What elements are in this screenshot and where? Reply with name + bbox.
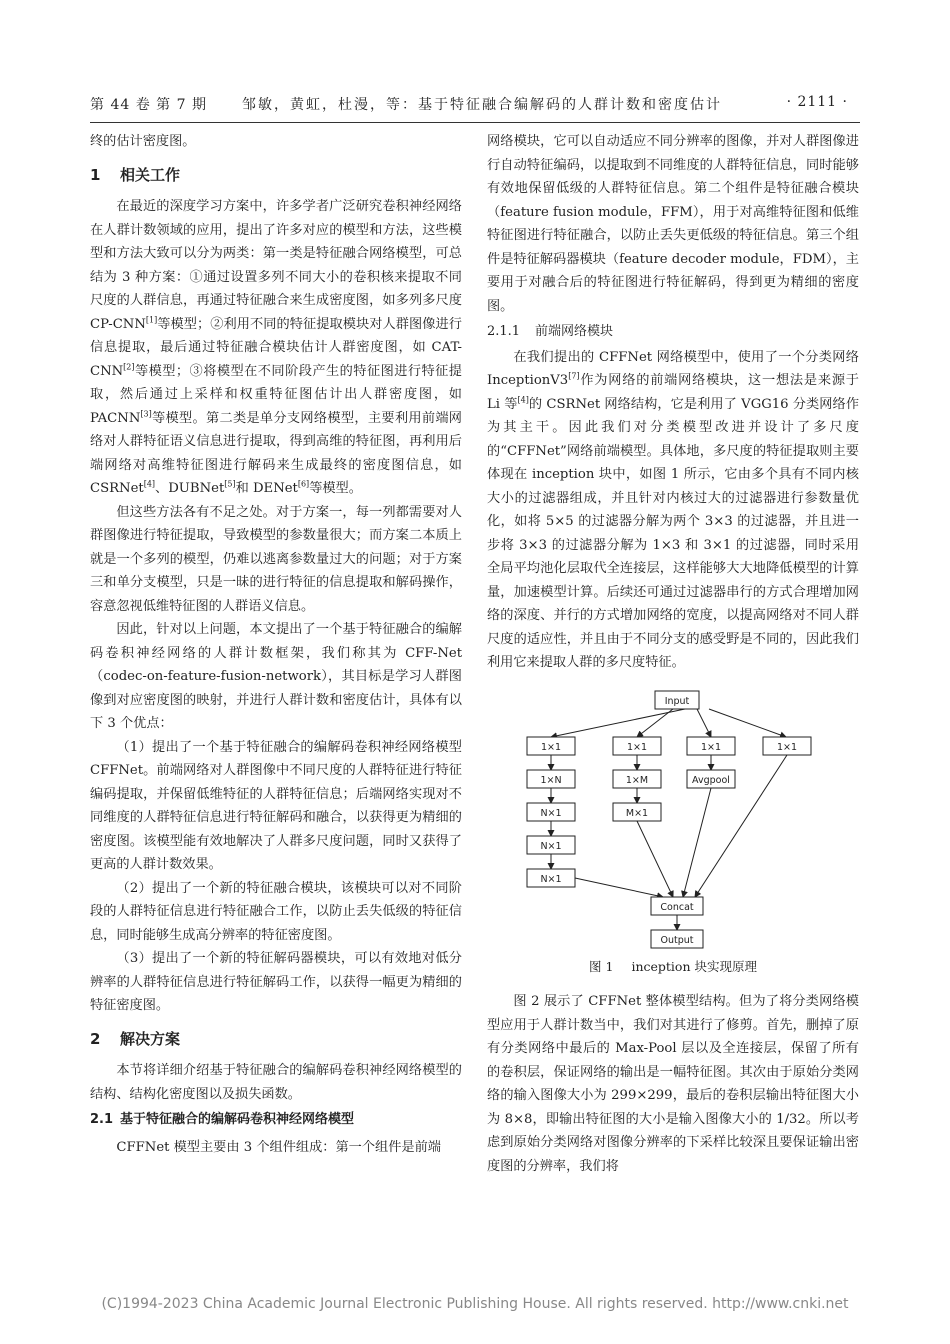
paragraph: CFFNet 模型主要由 3 个组件组成：第一个组件是前端 bbox=[116, 1139, 441, 1155]
branch4-label: 1×1 bbox=[776, 741, 798, 753]
paragraph: 图 2 展示了 CFFNet 整体模型结构。但为了将分类网络模型应用于人群计数当中，我们对其进行了修剪。首先，删掉了原有分类网络中最后的 Max-Pool 层以及全连接层，保留了所有的卷积层，保证网络的输出是一幅特征图。其次由于原始分类网络的输入图像大小为 299×299，最后的卷积层输出特征图大小为 8×8，即输出特征图的大小是输入图像大小的 1/32。所以考虑到原始分类网络对图像分辨率的下采样比较深且要保证输出密度图的分辨率，我们将 bbox=[487, 994, 859, 1174]
figure-caption bbox=[487, 955, 859, 979]
copyright-footer: (C)1994-2023 China Academic Journal Electronic Publishing House. All rights reserved. http://www.cnki.net bbox=[101, 1296, 849, 1312]
section-title: 解决方案 bbox=[120, 1029, 181, 1048]
citation-link[interactable]: [5] bbox=[224, 479, 236, 489]
concat-label: Concat bbox=[660, 901, 694, 913]
citation-link[interactable]: [6] bbox=[297, 479, 310, 489]
output-label: Output bbox=[660, 934, 694, 946]
citation-link[interactable]: [3] bbox=[140, 409, 152, 419]
section-heading-2 bbox=[90, 1028, 462, 1052]
input-label: Input bbox=[664, 695, 690, 707]
figure-number: 图 1 bbox=[589, 958, 614, 974]
contribution-item: （3）提出了一个新的特征解码器模块，可以有效地对低分辨率的人群特征信息进行特征解码工作，以获得一幅更为精细的特征密度图。 bbox=[90, 951, 462, 1013]
figure-caption-text: inception 块实现原理 bbox=[631, 958, 757, 974]
branch1-label: N×1 bbox=[540, 807, 562, 819]
paragraph: 但这些方法各有不足之处。对于方案一，每一列都需要对人群图像进行特征提取，导致模型的参数量很大；而方案二本质上就是一个多列的模型，仍难以逃离参数量过大的问题；对于方案三和单分支模型，只是一昧的进行特征的信息提取和解码操作，容意忽视低维特征图的人群语义信息。 bbox=[90, 504, 462, 614]
section-number: 2.1 bbox=[90, 1112, 114, 1127]
paragraph: 网络模块，它可以自动适应不同分辨率的图像，并对人群图像进行自动特征编码，以提取到不同维度的人群特征信息，同时能够有效地保留低级的人群特征信息。第二个组件是特征融合模块（feature fusion module，FFM），用于对高维特征图和低维特征图进行特征融合，以防止丢失更低级的特征信息。第三个组件是特征解码器模块（feature decoder module，FDM），主要用于对融合后的特征图进行特征解码，得到更为精细的密度图。 bbox=[487, 134, 859, 314]
running-title: 邹敏，黄虹，杜漫，等：基于特征融合编解码的人群计数和密度估计 bbox=[242, 97, 722, 113]
running-header bbox=[90, 92, 860, 118]
page-number: · 2111 · bbox=[786, 94, 848, 110]
branch3-label: 1×1 bbox=[700, 741, 722, 753]
subsubsection-heading-2-1-1 bbox=[487, 320, 859, 344]
section-title: 相关工作 bbox=[120, 165, 181, 184]
paragraph: 在我们提出的 CFFNet 网络模型中，使用了一个分类网络 InceptionV3[7]作为网络的前端网络模块，这一想法是来源于 Li 等[4]的 CSRNet 网络结构，它是利用了 VGG16 分类网络作为其主干。因此我们对分类模型改进并设计了多尺度的“CFFNet”网络前端模型。具体地，多尺度的特征提取则主要体现在 inception 块中，如图 1 所示，它由多个具有不同内核大小的过滤器组成，并且针对内核过大的过滤器进行参数量优化，如将 5×5 的过滤器分解为两个 3×3 的过滤器，并且进一步将 3×3 的过滤器分解为 1×3 和 3×1 的过滤器，同时采用全局平均池化层取代全连接层，这样能够大大地降低模型的计算量，加速模型计算。后续还可通过过滤器串行的方式合理增加网络的深度、并行的方式增加网络的宽度，以提高网络对不同人群尺度的适应性，并且由于不同分支的感受野是不同的，因此我们利用它来提取人群的多尺度特征。 bbox=[487, 349, 860, 670]
branch2-label: M×1 bbox=[625, 807, 649, 819]
contribution-item: （1）提出了一个基于特征融合的编解码卷积神经网络模型 CFFNet。前端网络对人群图像中不同尺度的人群特征进行特征编码提取，并保留低维特征的人群特征信息；后端网络实现对不同维度的人群特征信息进行特征解码和融合，以获得更为精细的密度图。该模型能有效地解决了人群多尺度问题，同时又获得了更高的人群计数效果。 bbox=[90, 739, 462, 872]
branch1-label: N×1 bbox=[540, 873, 562, 885]
section-number: 1 bbox=[90, 165, 101, 184]
section-number: 2 bbox=[90, 1029, 101, 1048]
citation-link[interactable]: [4] bbox=[143, 479, 156, 489]
section-number: 2.1.1 bbox=[487, 324, 521, 339]
branch3-label: Avgpool bbox=[692, 774, 730, 786]
section-heading-1 bbox=[90, 164, 462, 188]
paragraph: 终的估计密度图。 bbox=[90, 134, 196, 149]
paragraph: 本节将详细介绍基于特征融合的编解码卷积神经网络模型的结构、结构化密度图以及损失函数。 bbox=[90, 1063, 462, 1102]
branch1-label: N×1 bbox=[540, 840, 562, 852]
section-title: 基于特征融合的编解码卷积神经网络模型 bbox=[120, 1112, 355, 1127]
branch1-label: 1×N bbox=[540, 774, 562, 786]
paragraph: 在最近的深度学习方案中，许多学者广泛研究卷积神经网络在人群计数领域的应用，提出了许多对应的模型和方法，这些模型和方法大致可以分为两类：第一类是特征融合网络模型，可总结为 3 种方案：①通过设置多列不同大小的卷积核来提取不同尺度的人群信息，再通过特征融合来生成密度图，如多列多尺度 CP-CNN[1]等模型；②利用不同的特征提取模块对人群图像进行信息提取，最后通过特征融合模块估计人群密度图，如 CAT-CNN[2]等模型；③将模型在不同阶段产生的特征图进行特征提取，然后通过上采样和权重特征图估计出人群密度图，如 PACNN[3]等模型。第二类是单分支网络模型，主要利用前端网络对人群特征语义信息进行提取，得到高维的特征图，再利用后端网络对高维特征图进行解码来生成最终的密度图信息，如 CSRNet[4]、DUBNet[5]和 DENet[6]等模型。 bbox=[90, 199, 462, 496]
branch2-label: 1×1 bbox=[626, 741, 648, 753]
citation-link[interactable]: [1] bbox=[145, 315, 158, 325]
left-column bbox=[90, 130, 462, 1159]
citation-link[interactable]: [7] bbox=[568, 371, 580, 381]
header-rule bbox=[90, 122, 860, 123]
branch1-label: 1×1 bbox=[540, 741, 562, 753]
section-title: 前端网络模块 bbox=[535, 324, 614, 339]
subsection-heading-2-1 bbox=[90, 1108, 462, 1132]
journal-volume: 第 44 卷 第 7 期 bbox=[90, 97, 207, 113]
contribution-item: （2）提出了一个新的特征融合模块，该模块可以对不同阶段的人群特征信息进行特征融合工作，以防止丢失低级的特征信息，同时能够生成高分辨率的特征密度图。 bbox=[90, 880, 462, 943]
paragraph: 因此，针对以上问题，本文提出了一个基于特征融合的编解码卷积神经网络的人群计数框架，我们称其为 CFF-Net（codec-on-feature-fusion-network），其目标是学习人群图像到对应密度图的映射，并进行人群计数和密度估计，具体有以下 3 个优点： bbox=[90, 622, 462, 731]
branch2-label: 1×M bbox=[625, 774, 649, 786]
figure-1-inception-diagram bbox=[487, 683, 859, 953]
citation-link[interactable]: [4] bbox=[517, 395, 529, 405]
right-column bbox=[487, 130, 859, 1178]
citation-link[interactable]: [2] bbox=[123, 362, 135, 372]
